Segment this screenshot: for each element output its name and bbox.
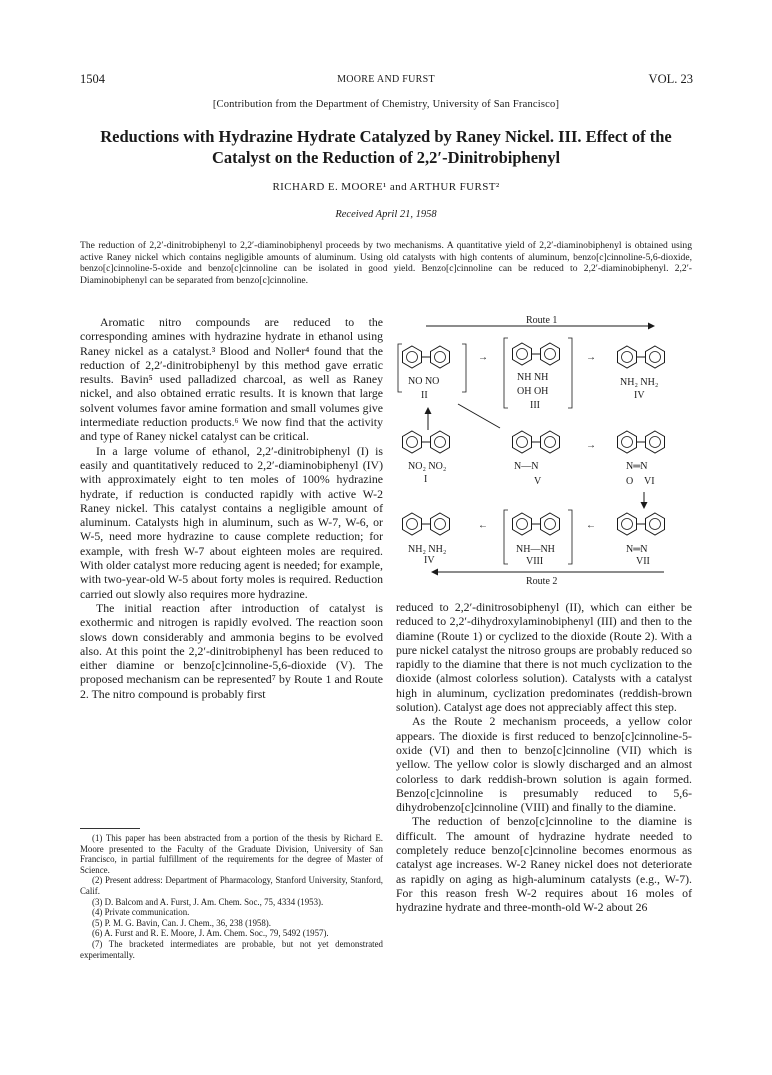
- affiliation: [Contribution from the Department of Chemistry, University of San Francisco]: [212, 99, 560, 110]
- page-number: 1504: [80, 72, 105, 86]
- compound-vi-structure: [618, 431, 665, 453]
- compound-v-label: V: [534, 476, 542, 487]
- compound-vi-oxide: O: [626, 476, 634, 487]
- compound-i-structure: [403, 431, 450, 453]
- paragraph: Aromatic nitro compounds are reduced to the corresponding amines with hydrazine hydrate in ethanol using Raney nickel as a catalyst.³ Blood and Noller⁴ found that the reduction of 2,2′-dinitrobiphenyl by this method gave erratic results. Bavin⁵ used palladized charcoal, as well as Raney nickel, and also obtained erratic results. It is known that large solvent volumes favor amine formation and small volumes give intermediate reduction products.⁶ We now find that the activity and type of Raney nickel catalyst can be critical.: [80, 315, 383, 444]
- compound-vii-groups: N═N: [626, 544, 648, 555]
- compound-iv-structure: [618, 346, 665, 368]
- compound-v-groups: N—N: [514, 461, 539, 472]
- compound-iii-structure: [513, 343, 560, 365]
- footnote: (1) This paper has been abstracted from a portion of the thesis by Richard E. Moore presented to the Faculty of the Graduate Division, University of San Francisco, in partial fulfillment of the requirements for the degree of Master of Science.: [80, 833, 383, 875]
- footnotes: [80, 833, 383, 960]
- compound-iv-bottom-label: IV: [424, 555, 435, 566]
- arrow-iii-iv: →: [586, 352, 596, 363]
- paragraph: The reduction of benzo[c]cinnoline to the diamine is difficult. The amount of hydrazine hydrate needed to completely reduce benzo[c]cinnoline becomes enormous as catalyst age increases. W-2 Raney nickel does not deteriorate as rapidly on aging as high-aluminum catalysts (e.g., W-7). For this reason fresh W-2 requires about 16 moles of hydrazine hydrate and three-month-old W-2 about 26: [396, 814, 692, 915]
- footnote: (5) P. M. G. Bavin, Can. J. Chem., 36, 238 (1958).: [92, 917, 271, 928]
- compound-ii-label: II: [421, 390, 428, 401]
- compound-iii-groups-top: NH NH: [517, 372, 549, 383]
- paragraph: In a large volume of ethanol, 2,2′-dinitrobiphenyl (I) is easily and quantitatively reduced to 2,2′-diaminobiphenyl (IV) with approximately eight to ten moles of 100% hydrazine hydrate, if reduction is conducted rapidly with active W-2 Raney nickel. This catalyst contains a negligible amount of aluminum. Catalysts high in aluminum, such as W-7, W-6, or W-5, need more hydrazine to cause complete reduction; for example, with fresh W-7 about eighteen moles are required. With older catalyst more reducing agent is needed; for example, with two-year-old W-5 about forty moles is required. Reduction carried out slowly also requires more hydrazine.: [80, 443, 383, 601]
- footnote: (7) The bracketed intermediates are probable, but not yet demonstrated experimentally.: [80, 938, 383, 960]
- authors: RICHARD E. MOORE¹ and ARTHUR FURST²: [272, 181, 500, 193]
- compound-vii-structure: [618, 513, 665, 535]
- footnote: (2) Present address: Department of Pharmacology, Stanford University, Stanford, Calif.: [80, 875, 383, 896]
- running-title: MOORE AND FURST: [337, 74, 435, 85]
- arrow-vii-viii: ←: [586, 520, 596, 531]
- left-column: [80, 315, 383, 701]
- received-date: Received April 21, 1958: [335, 209, 437, 220]
- abstract: The reduction of 2,2′-dinitrobiphenyl to 2,2′-diaminobiphenyl proceeds by two mechanisms. A quantitative yield of 2,2′-diaminobiphenyl is obtained using active Raney nickel which contains negligible amounts of aluminum. Using old catalysts with high contents of aluminum, benzo[c]cinnoline-5,6-dioxide, benzo[c]cinnoline-5-oxide and benzo[c]cinnoline can be isolated in good yield. Benzo[c]cinnoline can be reduced to 2,2′-diaminobiphenyl. 2,2′-Diaminobiphenyl can be separated from benzo[c]cinnoline.: [80, 240, 692, 286]
- paragraph: The initial reaction after introduction of catalyst is exothermic and nitrogen is rapidly evolved. The reaction soon slows down considerably and ammonia begins to be evolved also. At this point the 2,2′-dinitrobiphenyl has been reduced to either diamine or benzo[c]cinnoline-5,6-dioxide (V). The proposed mechanism can be represented⁷ by Route 1 and Route 2. The nitro compound is probably first: [80, 600, 383, 701]
- compound-viii-structure: [513, 513, 560, 535]
- compound-iv-bottom-structure: [403, 513, 450, 535]
- reaction-scheme-drawing: [396, 312, 692, 602]
- compound-iv-groups: NH₂ NH₂: [620, 377, 659, 388]
- route-1-label: Route 1: [526, 315, 558, 326]
- compound-i-groups: NO₂ NO₂: [408, 461, 447, 472]
- compound-i-label: I: [424, 474, 428, 485]
- volume-label: VOL. 23: [648, 72, 693, 86]
- arrow-ii-iii: →: [478, 352, 488, 363]
- compound-vi-groups: N═N: [626, 461, 648, 472]
- arrow-v-vi: →: [586, 440, 596, 451]
- compound-iii-groups-bottom: OH OH: [517, 386, 549, 397]
- compound-viii-groups: NH—NH: [516, 544, 555, 555]
- footnote: (4) Private communication.: [92, 907, 190, 918]
- article-title: Reductions with Hydrazine Hydrate Catalyzed by Raney Nickel. III. Effect of the Catalyst on the Reduction of 2,2′-Dinitrobiphenyl: [100, 127, 672, 167]
- compound-vii-label: VII: [636, 556, 650, 567]
- compound-viii-label: VIII: [526, 556, 544, 567]
- compound-iv-bottom-groups: NH₂ NH₂: [408, 544, 447, 555]
- footnote: (3) D. Balcom and A. Furst, J. Am. Chem. Soc., 75, 4334 (1953).: [92, 896, 324, 907]
- right-column: [396, 600, 692, 915]
- footnote: (6) A. Furst and R. E. Moore, J. Am. Chem. Soc., 79, 5492 (1957).: [92, 928, 329, 939]
- reaction-scheme: [396, 312, 692, 602]
- footnote-divider: [80, 828, 140, 829]
- route-2-label: Route 2: [526, 576, 558, 587]
- compound-iv-label: IV: [634, 390, 645, 401]
- compound-vi-label: VI: [644, 476, 655, 487]
- compound-ii-groups: NO NO: [408, 376, 440, 387]
- compound-ii-structure: [403, 346, 450, 368]
- compound-v-structure: [513, 431, 560, 453]
- arrow-viii-iv: ←: [478, 520, 488, 531]
- paragraph: reduced to 2,2′-dinitrosobiphenyl (II), which can either be reduced to 2,2′-dihydroxylaminobiphenyl (III) and then to the diamine (Route 1) or cyclized to the dioxide (Route 2). With a pure nickel catalyst the nitroso groups are probably reduced so rapidly to the diamine that there is not much cyclization to the dioxide (almost colorless solution). Catalysts with a catalyst high in aluminum, cyclization predominates (reddish-brown solution). Catalyst age does not appreciably affect this step.: [396, 600, 692, 715]
- compound-iii-label: III: [530, 400, 540, 411]
- paragraph: As the Route 2 mechanism proceeds, a yellow color appears. The dioxide is first reduced to benzo[c]cinnoline-5-oxide (VI) and then to benzo[c]cinnoline (VII) which is yellow. The yellow color is slowly discharged and an almost colorless to dark reddish-brown solution is again formed. Benzo[c]cinnoline is presumably reduced to 5,6-dihydrobenzo[c]cinnoline (VIII) and finally to the diamine.: [396, 714, 692, 815]
